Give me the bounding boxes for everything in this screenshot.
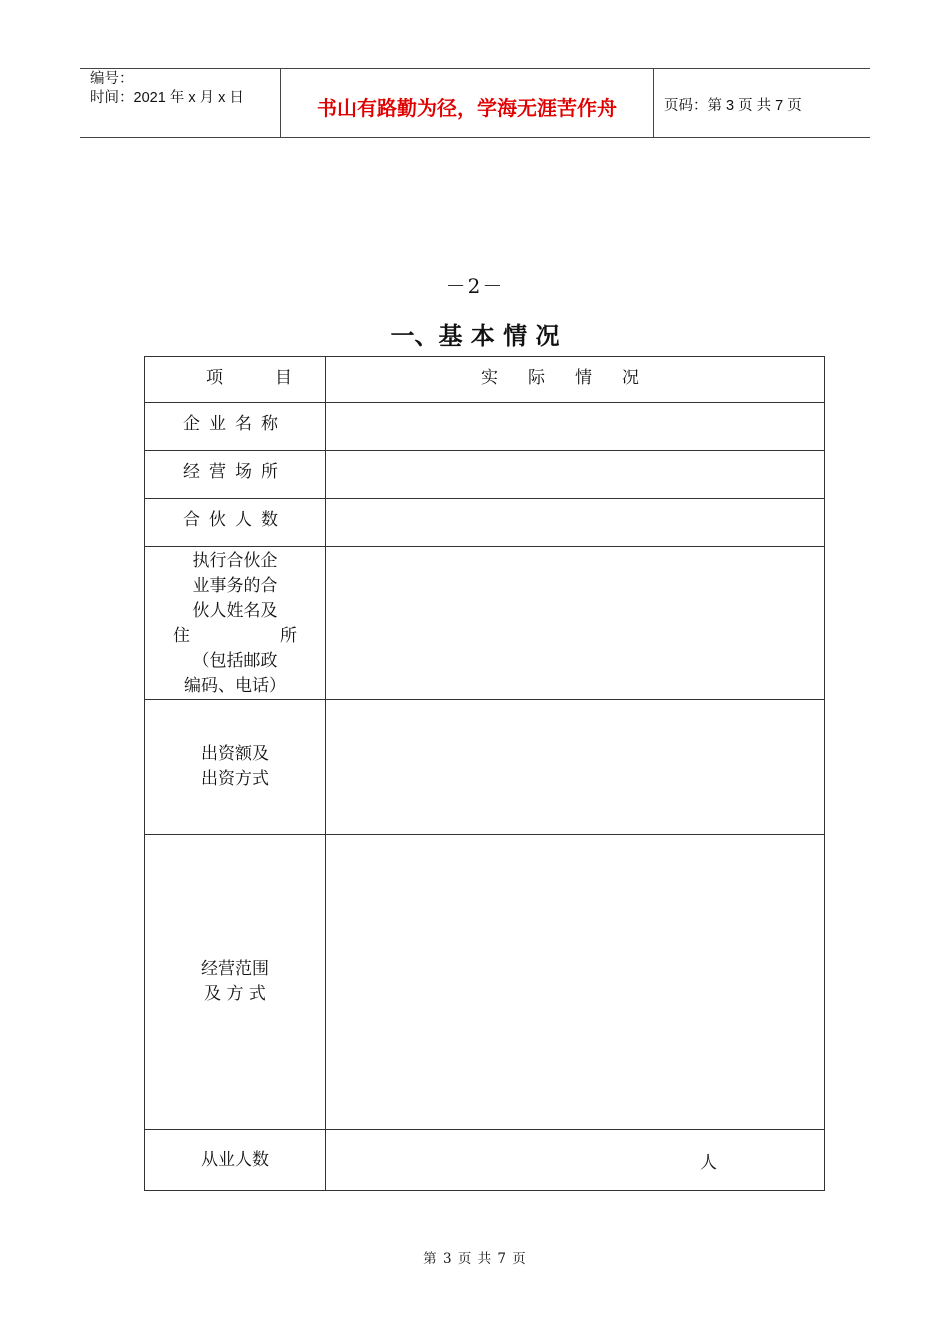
- table-row: [145, 835, 825, 1130]
- header-motto: 书山有路勤为径，学海无涯苦作舟: [281, 69, 654, 137]
- col-item-header: 项 目: [145, 357, 326, 403]
- document-header: [80, 68, 870, 138]
- basic-info-table: [144, 356, 825, 1191]
- value-employees[interactable]: [326, 1130, 825, 1191]
- label-line: 伙人姓名及: [192, 601, 278, 621]
- time-label: 时间：2021 年 x 月 x 日: [90, 90, 244, 106]
- header-meta: [80, 69, 281, 137]
- value-partner-count[interactable]: [326, 499, 825, 547]
- table-row: [145, 700, 825, 835]
- label-line: 执行合伙企: [192, 551, 278, 571]
- label-employees: 从业人数: [145, 1130, 326, 1191]
- page-footer: 第 3 页 共 7 页: [423, 1251, 527, 1267]
- label-line: （包括邮政: [192, 651, 278, 671]
- value-enterprise-name[interactable]: [326, 403, 825, 451]
- value-business-scope[interactable]: [326, 835, 825, 1130]
- col-actual-header: 实际情况: [326, 357, 825, 403]
- label-partner-count: 合伙人数: [145, 499, 326, 547]
- label-line: 出资方式: [201, 769, 269, 789]
- value-business-place[interactable]: [326, 451, 825, 499]
- value-capital[interactable]: [326, 700, 825, 835]
- label-enterprise-name: 企业名称: [145, 403, 326, 451]
- label-business-scope: [145, 835, 326, 1130]
- label-line: 出资额及: [201, 744, 269, 764]
- section-title: 一、基 本 情 况: [390, 322, 560, 350]
- table-header-row: [145, 357, 825, 403]
- label-line: 编码、电话）: [184, 676, 286, 696]
- label-business-place: 经营场所: [145, 451, 326, 499]
- label-line: 住 所: [173, 626, 297, 646]
- label-line: 业事务的合: [192, 576, 278, 596]
- table-row: [145, 1130, 825, 1191]
- table-row: [145, 499, 825, 547]
- employees-unit: 人: [700, 1152, 717, 1173]
- serial-label: 编号：: [90, 71, 134, 87]
- value-executive-partner[interactable]: [326, 547, 825, 700]
- label-line: 经营范围: [201, 959, 269, 979]
- label-line: 及 方 式: [204, 984, 266, 1004]
- table-row: [145, 547, 825, 700]
- header-page-info: 页码：第 3 页 共 7 页: [664, 97, 802, 114]
- table-row: [145, 403, 825, 451]
- table-row: [145, 451, 825, 499]
- label-capital: [145, 700, 326, 835]
- label-executive-partner: [145, 547, 326, 700]
- page-number: －2－: [445, 274, 505, 298]
